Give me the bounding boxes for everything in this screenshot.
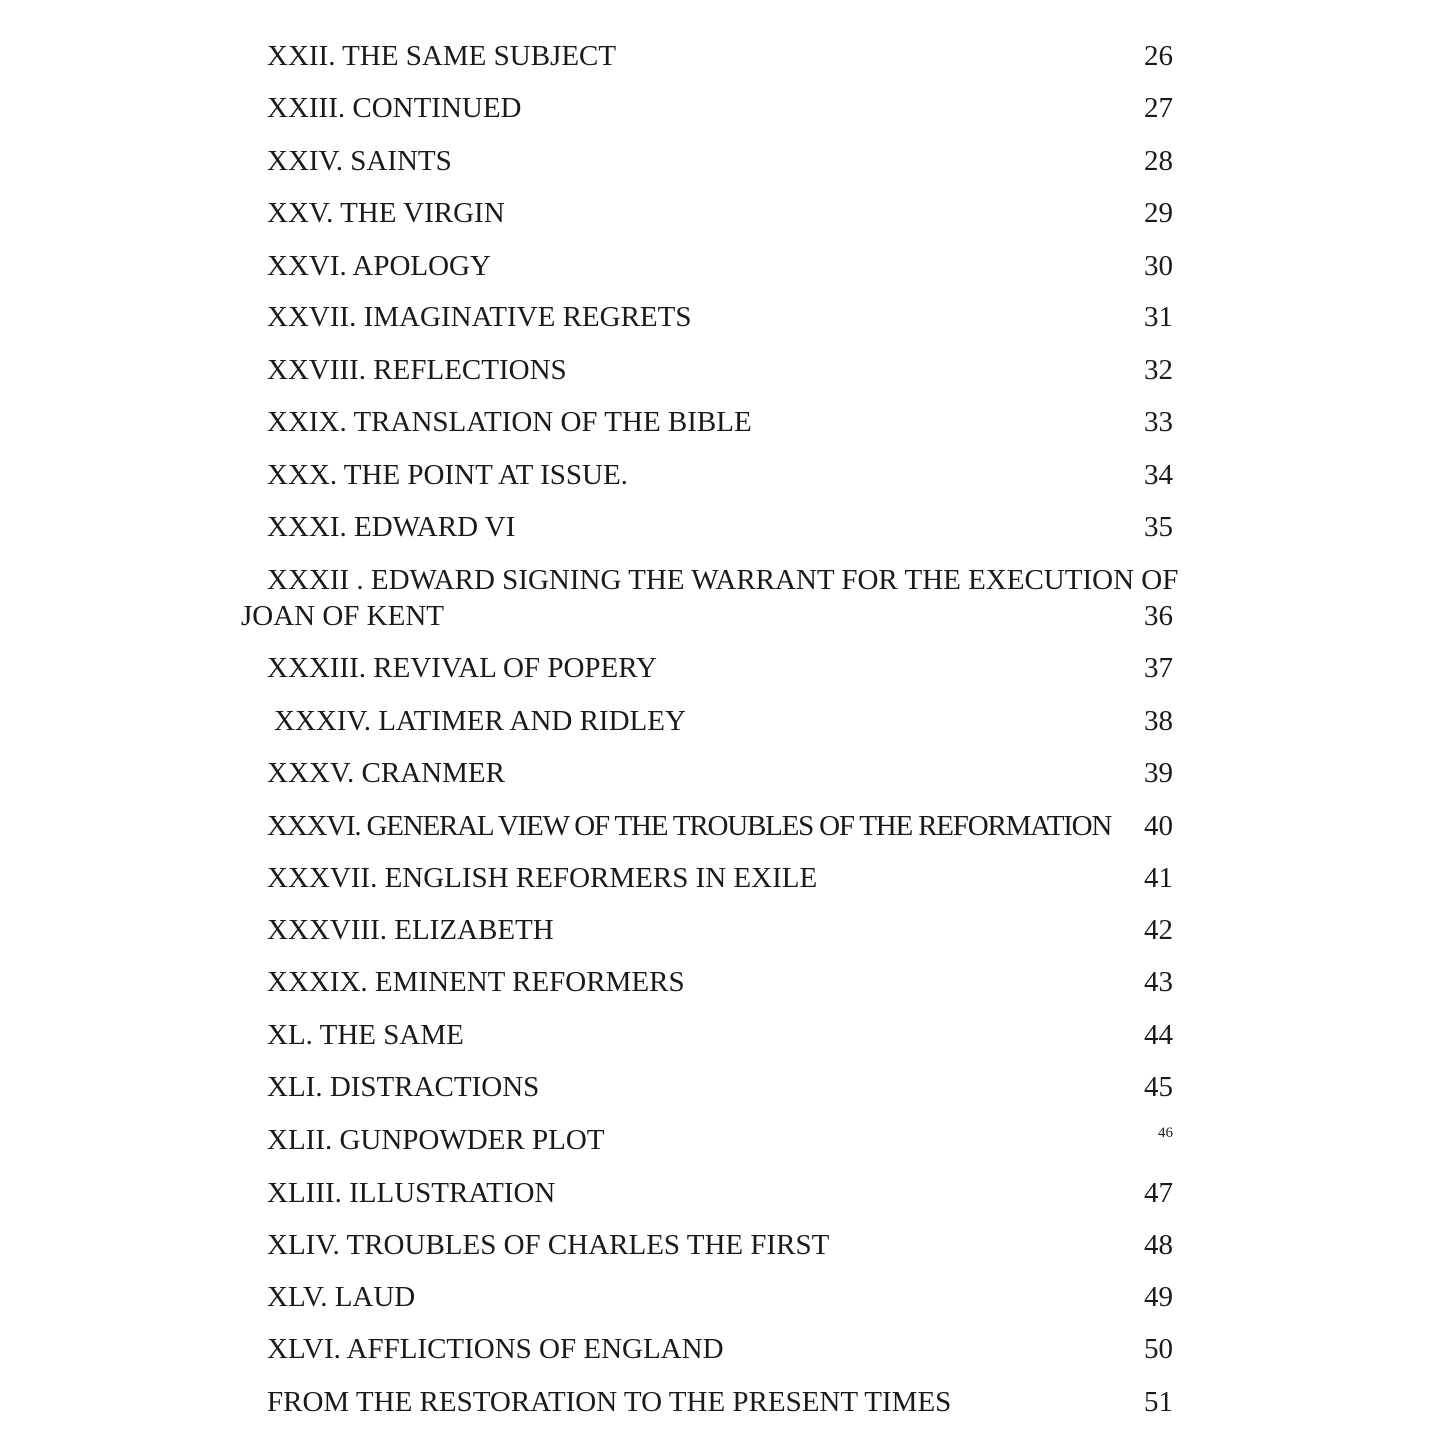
toc-entry-page-number: 44: [1144, 1019, 1173, 1051]
toc-entry-page-number: 51: [1144, 1386, 1173, 1418]
toc-entry-title: XXXVII. ENGLISH REFORMERS IN EXILE: [267, 862, 818, 894]
toc-entry-page-number: 27: [1144, 92, 1173, 124]
toc-entry-title: XLVI. AFFLICTIONS OF ENGLAND: [267, 1333, 724, 1365]
toc-entry-page-number: 37: [1144, 652, 1173, 684]
toc-entry-title: XXXVIII. ELIZABETH: [267, 914, 554, 946]
toc-entry-title: XLII. GUNPOWDER PLOT: [267, 1124, 605, 1156]
toc-entry-page-number: 31: [1144, 301, 1173, 333]
toc-entry-title: XXX. THE POINT AT ISSUE.: [267, 459, 628, 491]
toc-entry-title: XXVII. IMAGINATIVE REGRETS: [267, 301, 692, 333]
toc-entry-page-number: 49: [1144, 1281, 1173, 1313]
toc-entry-title: XXIX. TRANSLATION OF THE BIBLE: [267, 406, 752, 438]
toc-entry-title: XXXIV. LATIMER AND RIDLEY: [274, 705, 686, 737]
toc-entry-title: FROM THE RESTORATION TO THE PRESENT TIMES: [267, 1386, 952, 1418]
toc-entry-page-number: 38: [1144, 705, 1173, 737]
toc-entry-page-number: 41: [1144, 862, 1173, 894]
toc-entry-title: XL. THE SAME: [267, 1019, 464, 1051]
toc-entry-page-number: 39: [1144, 757, 1173, 789]
toc-entry-title: XLI. DISTRACTIONS: [267, 1071, 540, 1103]
toc-entry-page-number: 36: [1144, 600, 1173, 632]
toc-entry-page-number: 42: [1144, 914, 1173, 946]
toc-entry-page-number: 43: [1144, 966, 1173, 998]
toc-entry-page-number: 29: [1144, 197, 1173, 229]
toc-entry-title: XXVI. APOLOGY: [267, 250, 491, 282]
toc-entry-page-number: 30: [1144, 250, 1173, 282]
toc-entry-page-number: 45: [1144, 1071, 1173, 1103]
toc-entry-page-number: 33: [1144, 406, 1173, 438]
toc-entry-title: XXXIX. EMINENT REFORMERS: [267, 966, 685, 998]
toc-entry-title: XLIV. TROUBLES OF CHARLES THE FIRST: [267, 1229, 830, 1261]
toc-entry-title: XXXI. EDWARD VI: [267, 511, 516, 543]
toc-entry-page-number: 26: [1144, 40, 1173, 72]
toc-entry-title: XXXVI. GENERAL VIEW OF THE TROUBLES OF THE REFORMATION: [267, 810, 1112, 842]
toc-entry-page-number: 32: [1144, 354, 1173, 386]
toc-entry-page-number: 46: [1158, 1125, 1173, 1141]
toc-entry-page-number: 34: [1144, 459, 1173, 491]
toc-entry-title: XXVIII. REFLECTIONS: [267, 354, 567, 386]
toc-entry-title: XLIII. ILLUSTRATION: [267, 1177, 556, 1209]
toc-entry-title: XLV. LAUD: [267, 1281, 416, 1313]
toc-entry-title: XXXV. CRANMER: [267, 757, 505, 789]
toc-entry-page-number: 28: [1144, 145, 1173, 177]
toc-entry-title: XXIV. SAINTS: [267, 145, 452, 177]
toc-entry-title-continuation: JOAN OF KENT: [241, 600, 444, 632]
toc-entry-page-number: 48: [1144, 1229, 1173, 1261]
toc-entry-title: XXXIII. REVIVAL OF POPERY: [267, 652, 657, 684]
toc-entry-title: XXII. THE SAME SUBJECT: [267, 40, 617, 72]
toc-entry-page-number: 47: [1144, 1177, 1173, 1209]
toc-entry-title: XXIII. CONTINUED: [267, 92, 522, 124]
toc-entry-page-number: 50: [1144, 1333, 1173, 1365]
toc-entry-title: XXXII . EDWARD SIGNING THE WARRANT FOR THE EXECUTION OF: [267, 564, 1179, 596]
toc-entry-page-number: 40: [1144, 810, 1173, 842]
toc-entry-title: XXV. THE VIRGIN: [267, 197, 505, 229]
toc-entry-page-number: 35: [1144, 511, 1173, 543]
